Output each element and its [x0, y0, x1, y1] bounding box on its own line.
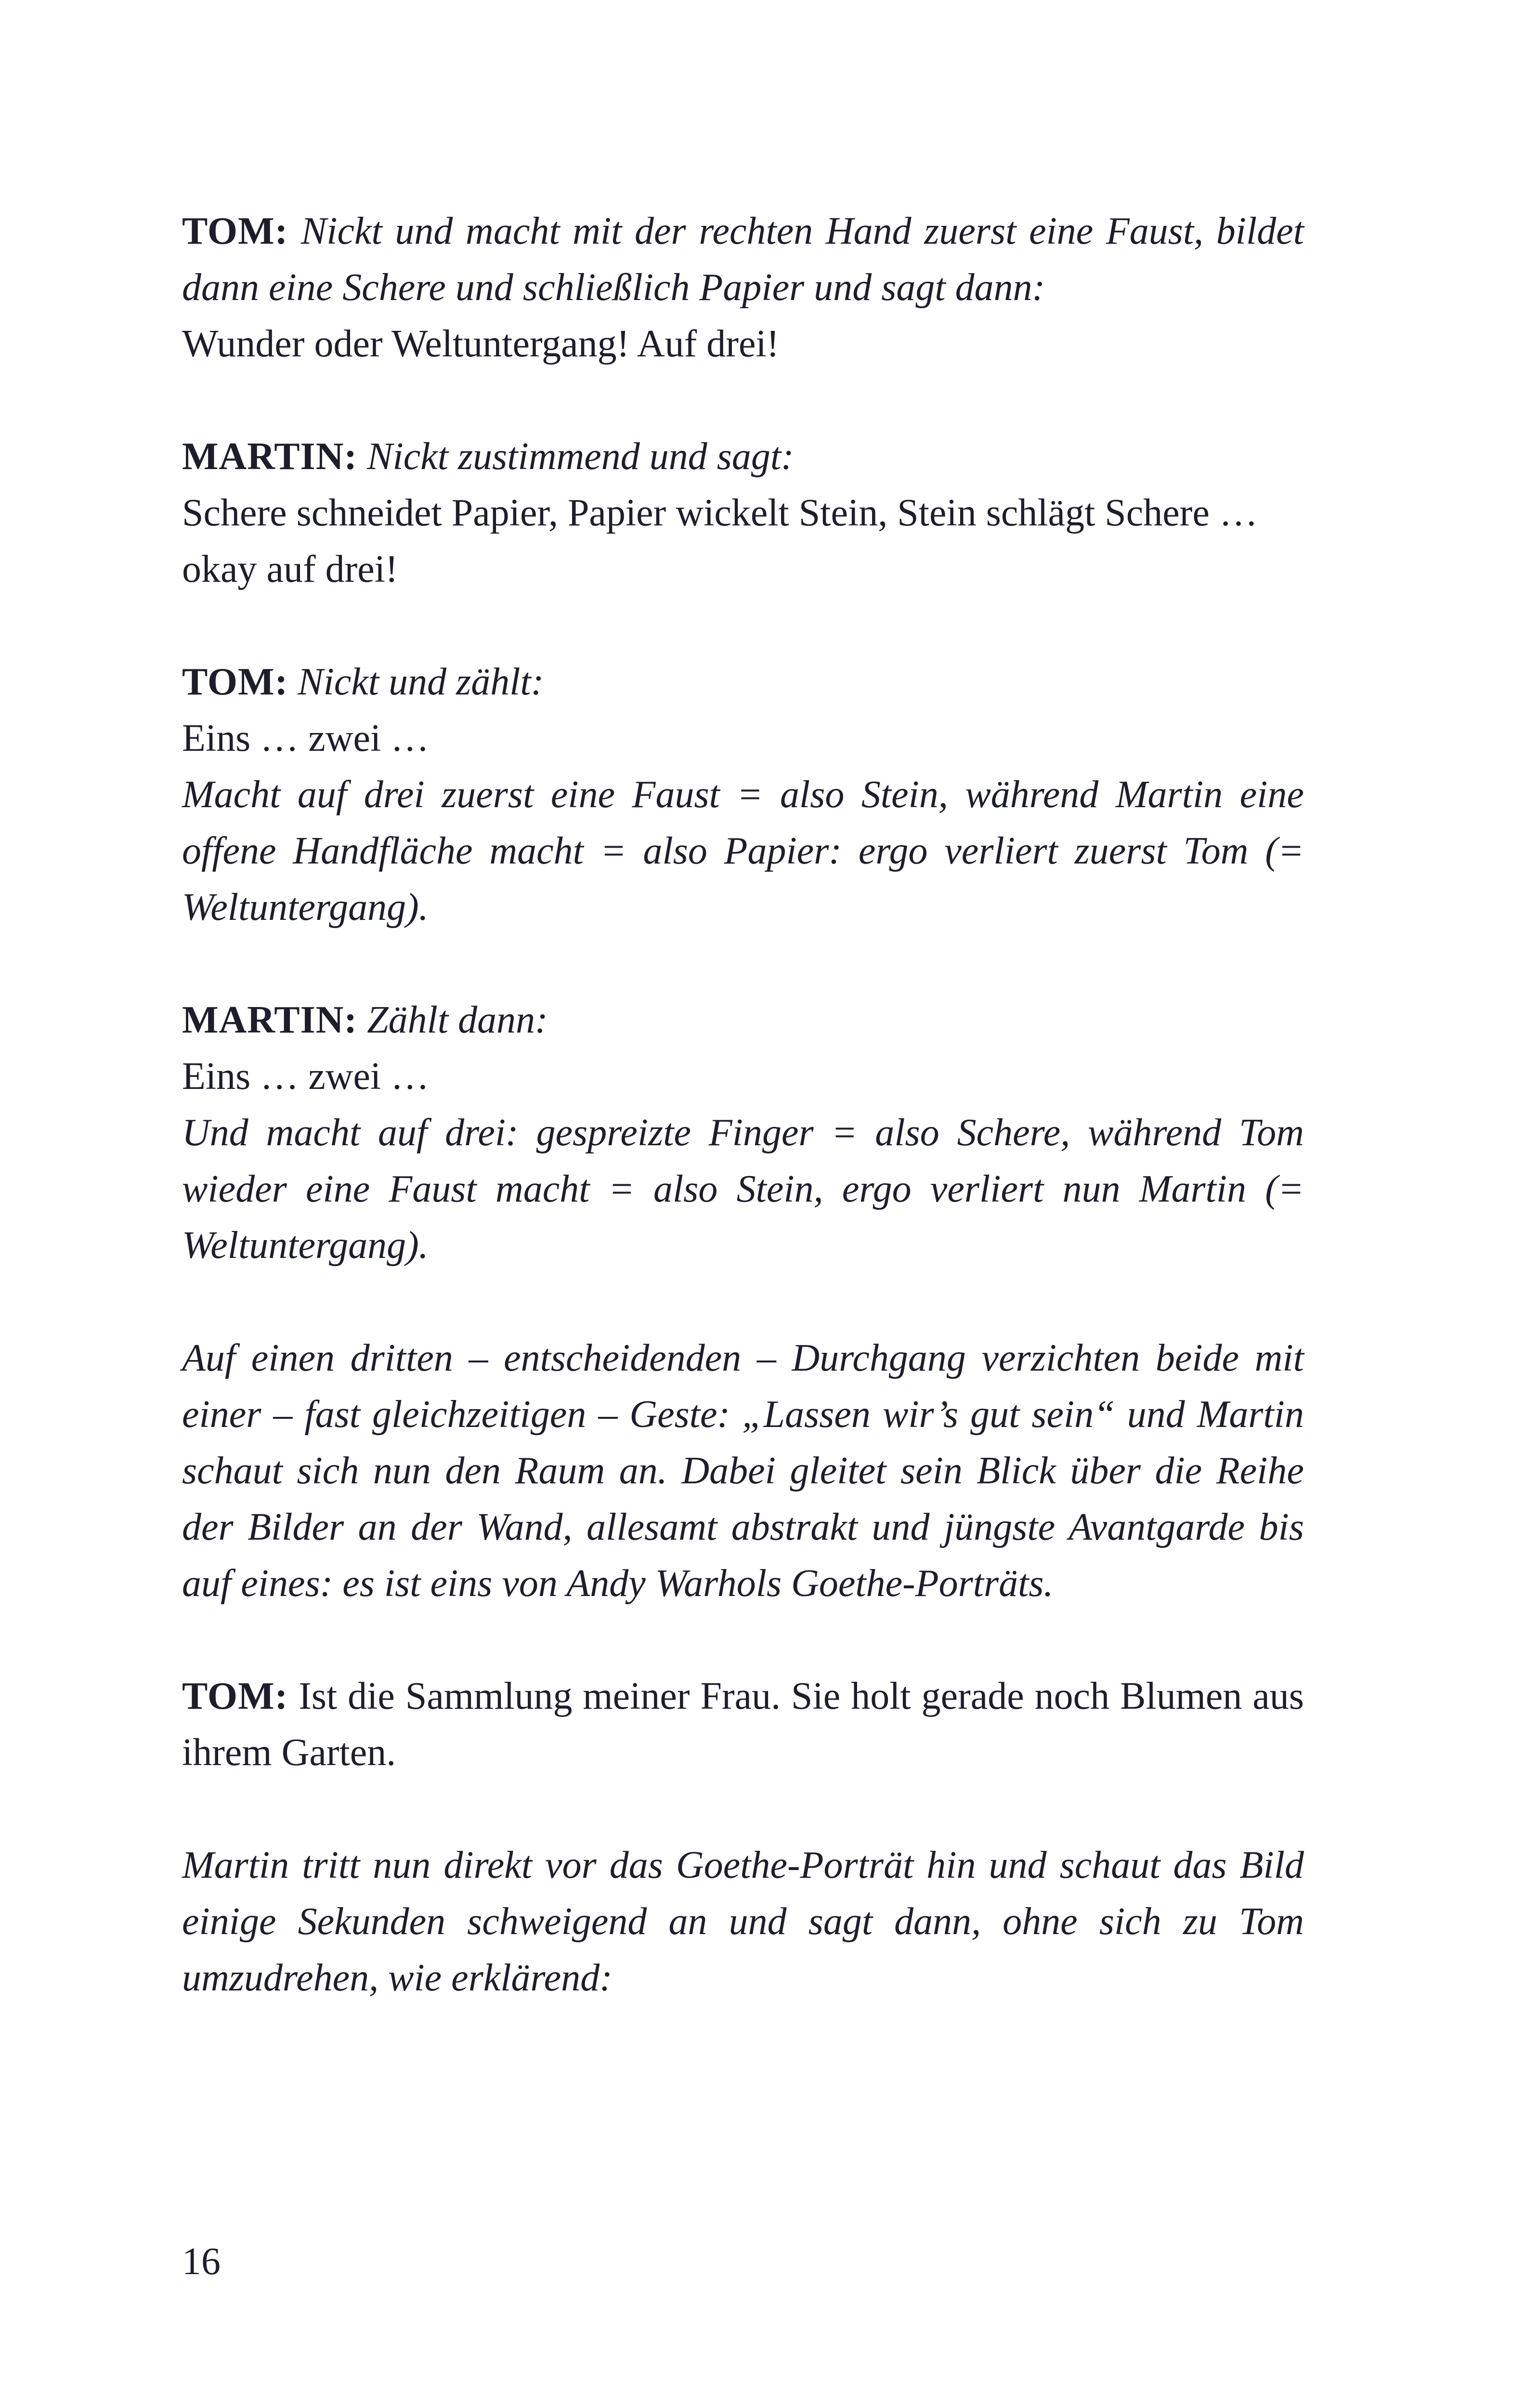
dialogue-block-tom-2	[182, 654, 1304, 936]
spoken-line	[182, 1668, 1304, 1781]
stage-direction: Nickt zustimmend und sagt:	[367, 435, 794, 478]
stage-direction: Nickt und macht mit der rechten Hand zuerst eine Faust, bildet dann eine Schere und schließlich Papier und sagt dann:	[182, 210, 1304, 309]
stage-direction: Zählt dann:	[367, 999, 548, 1041]
speaker-label: TOM:	[182, 210, 288, 252]
spoken-line: Schere schneidet Papier, Papier wickelt Stein, Stein schlägt Schere … okay auf drei!	[182, 492, 1258, 590]
spoken-line: Eins … zwei …	[182, 1055, 430, 1098]
dialogue-block-martin-2	[182, 992, 1304, 1274]
speaker-label: TOM:	[182, 661, 288, 703]
page-number: 16	[182, 2240, 221, 2283]
direction-line	[182, 654, 1304, 710]
dialogue-block-tom-3	[182, 1668, 1304, 1781]
action-description: Macht auf drei zuerst eine Faust = also Stein, während Martin eine offene Handfläche macht = also Papier: ergo verliert zuerst Tom (= Weltuntergang).	[182, 773, 1304, 929]
stage-direction-text: Auf einen dritten – entscheidenden – Durchgang verzichten beide mit einer – fast gleichzeitigen – Geste: „Lassen wir’s gut sein“ und Martin schaut sich nun den Raum an. Dabei gleitet sein Blick über die Reihe der Bilder an der Wand, allesamt abstrakt und jüngste Avantgarde bis auf eines: es ist eins von Andy Warhols Goethe-Porträts.	[182, 1337, 1304, 1605]
spoken-line: Eins … zwei …	[182, 717, 430, 759]
speech-text: Ist die Sammlung meiner Frau. Sie holt gerade noch Blumen aus ihrem Garten.	[182, 1675, 1304, 1774]
direction-line	[182, 992, 1304, 1048]
direction-line	[182, 429, 1304, 485]
stage-direction-paragraph-2	[182, 1837, 1304, 2006]
stage-direction-paragraph-1	[182, 1330, 1304, 1612]
speaker-label: MARTIN:	[182, 999, 358, 1041]
stage-direction-text: Martin tritt nun direkt vor das Goethe-Porträt hin und schaut das Bild einige Sekunden schweigend an und sagt dann, ohne sich zu Tom umzudrehen, wie erklärend:	[182, 1844, 1304, 1999]
speaker-label: TOM:	[182, 1675, 288, 1717]
dialogue-block-tom-1	[182, 203, 1304, 372]
page-content	[182, 203, 1304, 2063]
action-description: Und macht auf drei: gespreizte Finger = also Schere, während Tom wieder eine Faust macht = also Stein, ergo verliert nun Martin (= Weltuntergang).	[182, 1112, 1304, 1267]
stage-direction: Nickt und zählt:	[298, 661, 544, 703]
spoken-line: Wunder oder Weltuntergang! Auf drei!	[182, 323, 780, 365]
speaker-label: MARTIN:	[182, 435, 358, 478]
dialogue-block-martin-1	[182, 429, 1304, 598]
direction-line	[182, 203, 1304, 316]
